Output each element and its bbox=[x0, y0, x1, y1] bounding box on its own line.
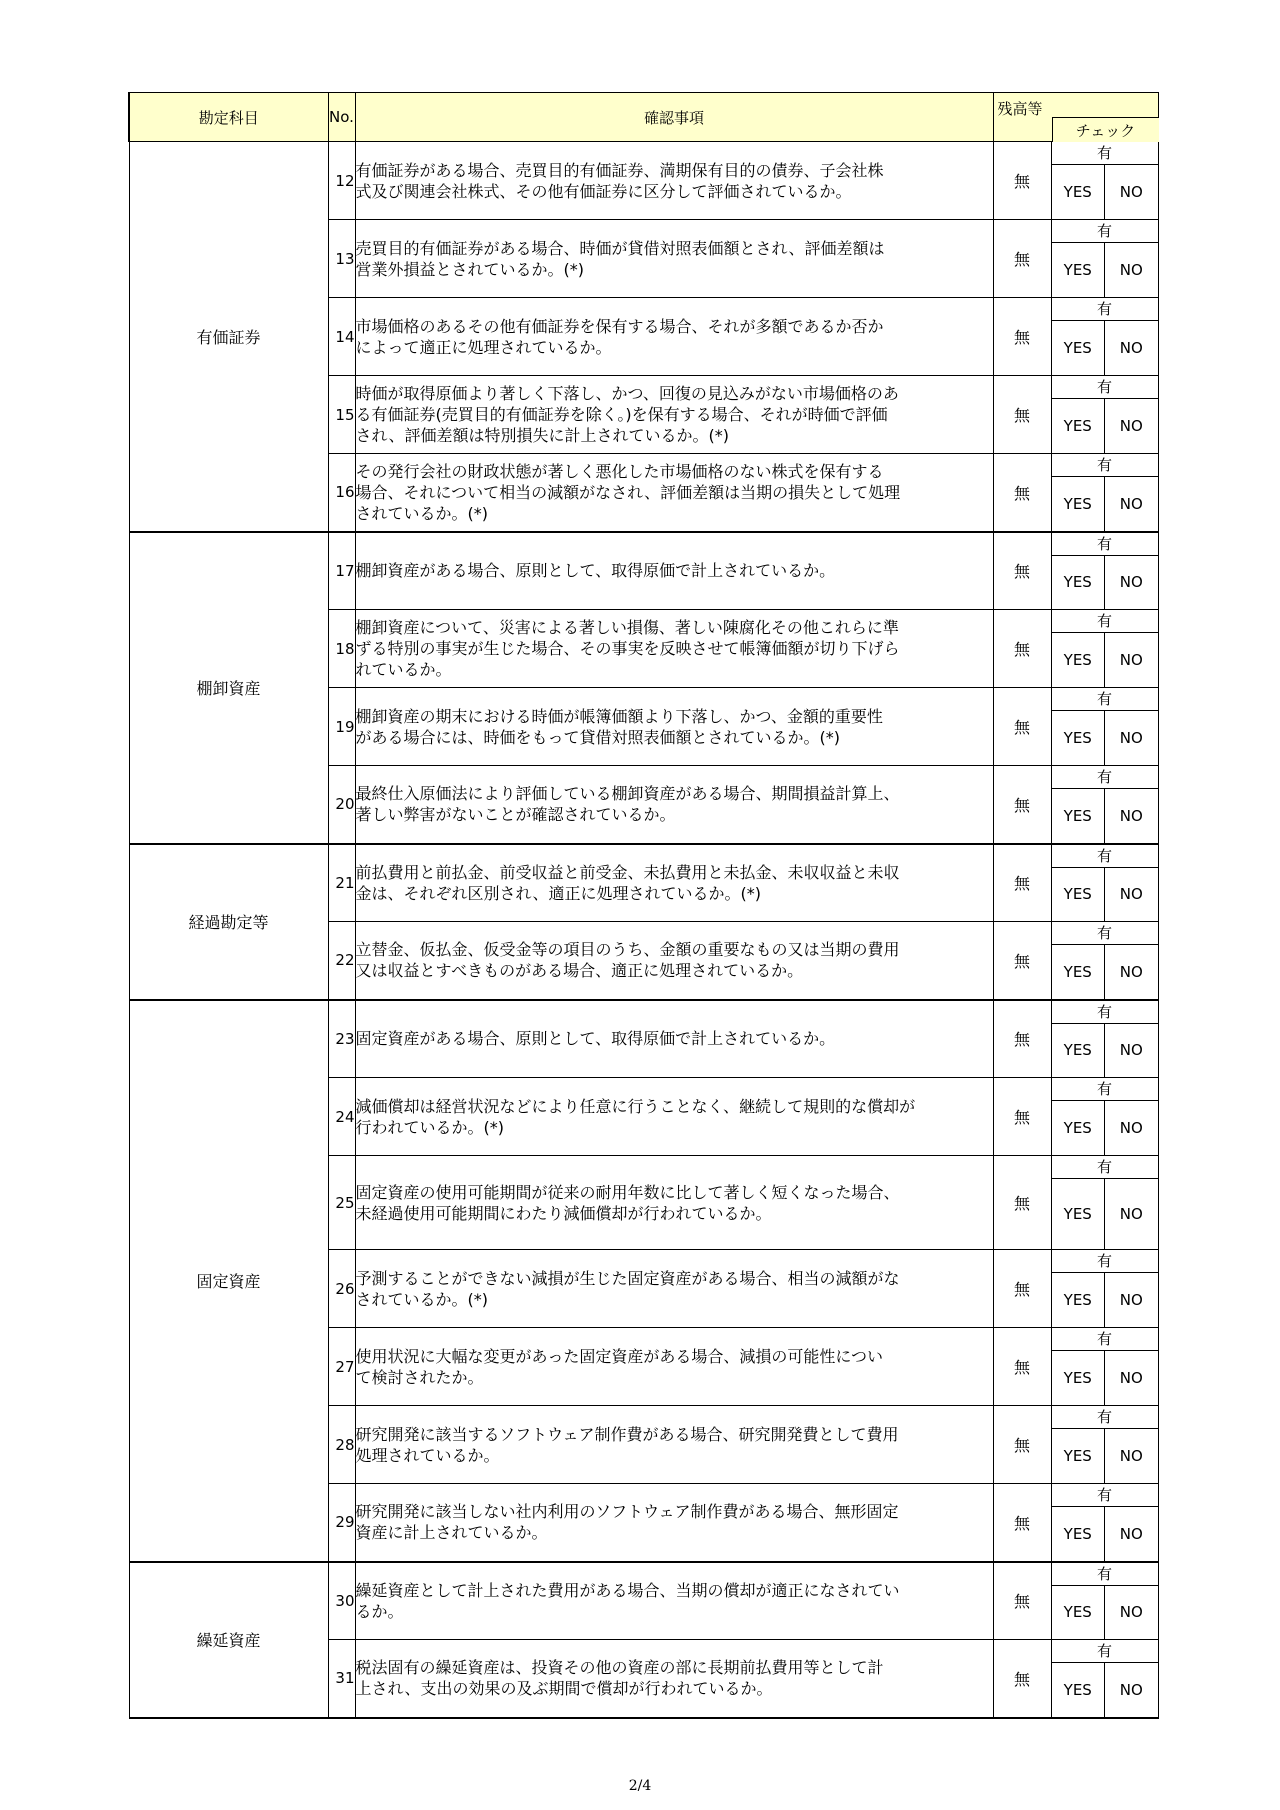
question-text bbox=[355, 766, 993, 844]
yes-no-row bbox=[1052, 1429, 1158, 1483]
yes-no-row bbox=[1052, 868, 1158, 922]
yes-no-row bbox=[1052, 1586, 1158, 1640]
question-line: 前払費用と前払金、前受収益と前受金、未払費用と未払金、未収収益と未収 bbox=[355, 862, 900, 882]
item-number: 12 bbox=[328, 142, 355, 220]
item-number: 31 bbox=[328, 1640, 355, 1718]
has-option[interactable]: 有 bbox=[1052, 1406, 1158, 1429]
question-line: て検討されたか。 bbox=[355, 1367, 484, 1387]
item-number: 24 bbox=[328, 1078, 355, 1156]
item-number: 16 bbox=[328, 454, 355, 532]
balance-cell: 無 bbox=[993, 1078, 1051, 1156]
question-text bbox=[355, 922, 993, 1000]
yes-option[interactable]: YES bbox=[1063, 494, 1092, 513]
question-line: 有価証券がある場合、売買目的有価証券、満期保有目的の債券、子会社株 bbox=[355, 160, 884, 180]
yes-option[interactable]: YES bbox=[1063, 573, 1092, 592]
question-line: 市場価格のあるその他有価証券を保有する場合、それが多額であるか否か bbox=[355, 316, 884, 336]
check-options bbox=[1052, 1001, 1158, 1078]
check-cell bbox=[1051, 376, 1158, 454]
item-number: 28 bbox=[328, 1406, 355, 1484]
no-option[interactable]: NO bbox=[1104, 1179, 1158, 1249]
check-options bbox=[1052, 845, 1158, 922]
balance-cell: 無 bbox=[993, 844, 1051, 922]
has-option[interactable]: 有 bbox=[1052, 1078, 1158, 1101]
has-option[interactable]: 有 bbox=[1052, 142, 1158, 165]
check-options bbox=[1052, 454, 1158, 531]
question-line: 繰延資産として計上された費用がある場合、当期の償却が適正になされてい bbox=[355, 1580, 900, 1600]
yes-option[interactable]: YES bbox=[1063, 1205, 1092, 1223]
item-number: 17 bbox=[328, 532, 355, 610]
question-line: されているか。(*) bbox=[355, 503, 488, 523]
question-text bbox=[355, 298, 993, 376]
yes-option[interactable]: YES bbox=[1063, 806, 1092, 825]
check-options bbox=[1052, 1640, 1158, 1717]
check-cell bbox=[1051, 1156, 1158, 1250]
has-option[interactable]: 有 bbox=[1052, 1156, 1158, 1179]
check-cell bbox=[1051, 1078, 1158, 1156]
check-options bbox=[1052, 376, 1158, 453]
balance-cell: 無 bbox=[993, 1406, 1051, 1484]
yes-option[interactable]: YES bbox=[1063, 183, 1092, 201]
question-line: 固定資産がある場合、原則として、取得原価で計上されているか。 bbox=[355, 1029, 836, 1049]
question-line: 処理されているか。 bbox=[355, 1445, 500, 1465]
item-number: 29 bbox=[328, 1484, 355, 1562]
checklist-table bbox=[128, 92, 1159, 1719]
question-line: されているか。(*) bbox=[355, 1289, 488, 1309]
item-number: 13 bbox=[328, 220, 355, 298]
yes-no-row bbox=[1052, 1024, 1158, 1078]
question-line: 最終仕入原価法により評価している棚卸資産がある場合、期間損益計算上、 bbox=[355, 784, 900, 804]
check-cell bbox=[1051, 766, 1158, 844]
category-cell: 繰延資産 bbox=[129, 1562, 328, 1718]
question-line: 使用状況に大幅な変更があった固定資産がある場合、減損の可能性につい bbox=[355, 1346, 884, 1366]
balance-cell: 無 bbox=[993, 1000, 1051, 1078]
header-balance-check bbox=[993, 93, 1158, 142]
no-option[interactable]: NO bbox=[1104, 477, 1158, 531]
balance-cell: 無 bbox=[993, 298, 1051, 376]
check-cell bbox=[1051, 1562, 1158, 1640]
no-option[interactable]: NO bbox=[1104, 1024, 1158, 1078]
yes-option[interactable]: YES bbox=[1063, 417, 1092, 435]
question-line: 研究開発に該当しない社内利用のソフトウェア制作費がある場合、無形固定 bbox=[355, 1502, 899, 1522]
check-options bbox=[1052, 1406, 1158, 1483]
has-option[interactable]: 有 bbox=[1052, 1001, 1158, 1024]
balance-cell: 無 bbox=[993, 376, 1051, 454]
has-option[interactable]: 有 bbox=[1052, 922, 1158, 945]
check-cell bbox=[1051, 532, 1158, 610]
category-cell: 固定資産 bbox=[129, 1000, 328, 1562]
question-line: 営業外損益とされているか。(*) bbox=[355, 259, 584, 279]
header-check: チェック bbox=[1052, 117, 1159, 142]
category-cell: 経過勘定等 bbox=[129, 844, 328, 1000]
question-line: がある場合には、時価をもって貸借対照表価額とされているか。(*) bbox=[355, 727, 840, 747]
yes-option[interactable]: YES bbox=[1063, 1680, 1092, 1699]
yes-option[interactable]: YES bbox=[1063, 339, 1092, 357]
check-cell bbox=[1051, 142, 1158, 220]
no-option[interactable]: NO bbox=[1104, 321, 1158, 375]
yes-no-row bbox=[1052, 1179, 1158, 1249]
no-option[interactable]: NO bbox=[1104, 789, 1158, 843]
check-options bbox=[1052, 533, 1158, 610]
table-row bbox=[129, 844, 1158, 922]
no-option[interactable]: NO bbox=[1104, 1273, 1158, 1327]
yes-no-row bbox=[1052, 321, 1158, 375]
header-item: 確認事項 bbox=[355, 93, 993, 142]
check-cell bbox=[1051, 1406, 1158, 1484]
check-cell bbox=[1051, 1250, 1158, 1328]
balance-cell: 無 bbox=[993, 766, 1051, 844]
balance-cell: 無 bbox=[993, 142, 1051, 220]
yes-no-row bbox=[1052, 711, 1158, 765]
question-text bbox=[355, 220, 993, 298]
question-text bbox=[355, 532, 993, 610]
check-cell bbox=[1051, 1484, 1158, 1562]
item-number: 15 bbox=[328, 376, 355, 454]
yes-option[interactable]: YES bbox=[1063, 1291, 1092, 1309]
item-number: 27 bbox=[328, 1328, 355, 1406]
item-number: 14 bbox=[328, 298, 355, 376]
question-line: 時価が取得原価より著しく下落し、かつ、回復の見込みがない市場価格のあ bbox=[355, 384, 899, 403]
has-option[interactable]: 有 bbox=[1052, 533, 1158, 556]
has-option[interactable]: 有 bbox=[1052, 1563, 1158, 1586]
yes-no-row bbox=[1052, 1101, 1158, 1155]
check-cell bbox=[1051, 454, 1158, 532]
item-number: 25 bbox=[328, 1156, 355, 1250]
balance-cell: 無 bbox=[993, 610, 1051, 688]
check-options bbox=[1052, 1250, 1158, 1327]
item-number: 30 bbox=[328, 1562, 355, 1640]
question-text bbox=[355, 142, 993, 220]
question-text bbox=[355, 454, 993, 532]
balance-cell: 無 bbox=[993, 1640, 1051, 1718]
balance-cell: 無 bbox=[993, 1156, 1051, 1250]
question-line: 減価償却は経営状況などにより任意に行うことなく、継続して規則的な償却が bbox=[355, 1096, 916, 1116]
balance-cell: 無 bbox=[993, 688, 1051, 766]
table-row bbox=[129, 142, 1158, 220]
has-option[interactable]: 有 bbox=[1052, 610, 1158, 633]
check-cell bbox=[1051, 220, 1158, 298]
question-text bbox=[355, 688, 993, 766]
item-number: 18 bbox=[328, 610, 355, 688]
no-option[interactable]: NO bbox=[1104, 711, 1158, 765]
category-cell: 棚卸資産 bbox=[129, 532, 328, 844]
check-cell bbox=[1051, 1640, 1158, 1718]
question-text bbox=[355, 1000, 993, 1078]
check-options bbox=[1052, 298, 1158, 375]
yes-option[interactable]: YES bbox=[1063, 962, 1092, 981]
no-option[interactable]: NO bbox=[1104, 1507, 1158, 1561]
yes-option[interactable]: YES bbox=[1063, 1524, 1092, 1543]
question-line: 未経過使用可能期間にわたり減価償却が行われているか。 bbox=[355, 1203, 772, 1223]
yes-option[interactable]: YES bbox=[1063, 1119, 1092, 1137]
yes-no-row bbox=[1052, 1507, 1158, 1561]
question-line: るか。 bbox=[355, 1601, 404, 1621]
item-number: 21 bbox=[328, 844, 355, 922]
has-option[interactable]: 有 bbox=[1052, 220, 1158, 243]
yes-option[interactable]: YES bbox=[1063, 729, 1092, 747]
check-options bbox=[1052, 922, 1158, 999]
balance-cell: 無 bbox=[993, 1562, 1051, 1640]
check-options bbox=[1052, 142, 1158, 219]
yes-option[interactable]: YES bbox=[1063, 1603, 1092, 1622]
has-option[interactable]: 有 bbox=[1052, 376, 1158, 399]
item-number: 23 bbox=[328, 1000, 355, 1078]
has-option[interactable]: 有 bbox=[1052, 766, 1158, 789]
yes-option[interactable]: YES bbox=[1063, 651, 1092, 669]
question-line: 棚卸資産がある場合、原則として、取得原価で計上されているか。 bbox=[355, 561, 836, 581]
question-text bbox=[355, 1156, 993, 1250]
no-option[interactable]: NO bbox=[1104, 1101, 1158, 1155]
item-number: 22 bbox=[328, 922, 355, 1000]
question-line: 予測することができない減損が生じた固定資産がある場合、相当の減額がな bbox=[355, 1268, 900, 1288]
has-option[interactable]: 有 bbox=[1052, 1484, 1158, 1507]
question-line: 売買目的有価証券がある場合、時価が貸借対照表価額とされ、評価差額は bbox=[355, 238, 885, 258]
question-line: 又は収益とすべきものがある場合、適正に処理されているか。 bbox=[355, 961, 804, 981]
no-option[interactable]: NO bbox=[1104, 165, 1158, 219]
yes-option[interactable]: YES bbox=[1063, 1041, 1092, 1060]
question-line: る有価証券(売買目的有価証券を除く。)を保有する場合、それが時価で評価 bbox=[355, 405, 888, 424]
item-number: 19 bbox=[328, 688, 355, 766]
question-text bbox=[355, 610, 993, 688]
question-text bbox=[355, 1328, 993, 1406]
check-cell bbox=[1051, 922, 1158, 1000]
no-option[interactable]: NO bbox=[1104, 1351, 1158, 1405]
balance-cell: 無 bbox=[993, 1484, 1051, 1562]
question-text bbox=[355, 1250, 993, 1328]
question-line: 上され、支出の効果の及ぶ期間で償却が行われているか。 bbox=[355, 1679, 773, 1699]
has-option[interactable]: 有 bbox=[1052, 454, 1158, 477]
balance-cell: 無 bbox=[993, 1250, 1051, 1328]
check-options bbox=[1052, 1563, 1158, 1640]
question-text bbox=[355, 844, 993, 922]
check-options bbox=[1052, 610, 1158, 687]
question-line: 棚卸資産について、災害による著しい損傷、著しい陳腐化その他これらに準 bbox=[355, 618, 899, 637]
yes-option[interactable]: YES bbox=[1063, 885, 1092, 904]
item-number: 20 bbox=[328, 766, 355, 844]
item-number: 26 bbox=[328, 1250, 355, 1328]
no-option[interactable]: NO bbox=[1104, 556, 1158, 610]
check-cell bbox=[1051, 610, 1158, 688]
question-line: 式及び関連会社株式、その他有価証券に区分して評価されているか。 bbox=[355, 181, 852, 201]
no-option[interactable]: NO bbox=[1104, 633, 1158, 687]
question-line: 研究開発に該当するソフトウェア制作費がある場合、研究開発費として費用 bbox=[355, 1424, 899, 1444]
balance-cell: 無 bbox=[993, 1328, 1051, 1406]
yes-no-row bbox=[1052, 556, 1158, 610]
check-cell bbox=[1051, 1000, 1158, 1078]
question-text bbox=[355, 1406, 993, 1484]
table-row bbox=[129, 1000, 1158, 1078]
question-text bbox=[355, 1484, 993, 1562]
question-text bbox=[355, 1078, 993, 1156]
has-option[interactable]: 有 bbox=[1052, 1640, 1158, 1663]
yes-no-row bbox=[1052, 477, 1158, 531]
question-text bbox=[355, 376, 993, 454]
no-option[interactable]: NO bbox=[1104, 945, 1158, 999]
balance-cell: 無 bbox=[993, 532, 1051, 610]
question-line: 税法固有の繰延資産は、投資その他の資産の部に長期前払費用等として計 bbox=[355, 1658, 884, 1678]
question-line: され、評価差額は特別損失に計上されているか。(*) bbox=[355, 426, 729, 445]
question-line: 場合、それについて相当の減額がなされ、評価差額は当期の損失として処理 bbox=[355, 482, 901, 502]
yes-no-row bbox=[1052, 633, 1158, 687]
no-option[interactable]: NO bbox=[1104, 243, 1158, 297]
table-row bbox=[129, 532, 1158, 610]
no-option[interactable]: NO bbox=[1104, 1663, 1158, 1717]
question-line: 固定資産の使用可能期間が従来の耐用年数に比して著しく短くなった場合、 bbox=[355, 1182, 900, 1202]
question-line: その発行会社の財政状態が著しく悪化した市場価格のない株式を保有する bbox=[355, 461, 884, 481]
header-balance: 残高等 bbox=[997, 100, 1043, 118]
question-line: によって適正に処理されているか。 bbox=[355, 337, 612, 357]
no-option[interactable]: NO bbox=[1104, 868, 1158, 922]
yes-option[interactable]: YES bbox=[1063, 1447, 1092, 1465]
check-options bbox=[1052, 766, 1158, 843]
yes-no-row bbox=[1052, 399, 1158, 453]
table-row bbox=[129, 1562, 1158, 1640]
yes-no-row bbox=[1052, 1351, 1158, 1405]
check-options bbox=[1052, 1156, 1158, 1249]
no-option[interactable]: NO bbox=[1104, 1429, 1158, 1483]
yes-option[interactable]: YES bbox=[1063, 261, 1092, 279]
check-options bbox=[1052, 1484, 1158, 1561]
check-cell bbox=[1051, 298, 1158, 376]
has-option[interactable]: 有 bbox=[1052, 688, 1158, 711]
question-line: 資産に計上されているか。 bbox=[355, 1523, 548, 1543]
check-cell bbox=[1051, 1328, 1158, 1406]
check-options bbox=[1052, 1078, 1158, 1155]
question-line: 著しい弊害がないことが確認されているか。 bbox=[355, 805, 676, 825]
yes-no-row bbox=[1052, 1273, 1158, 1327]
has-option[interactable]: 有 bbox=[1052, 845, 1158, 868]
check-options bbox=[1052, 688, 1158, 765]
has-option[interactable]: 有 bbox=[1052, 1250, 1158, 1273]
checklist-body bbox=[129, 142, 1158, 1718]
check-cell bbox=[1051, 844, 1158, 922]
question-line: 行われているか。(*) bbox=[355, 1117, 504, 1137]
header-row bbox=[129, 93, 1158, 142]
question-text bbox=[355, 1640, 993, 1718]
category-cell: 有価証券 bbox=[129, 142, 328, 532]
header-account: 勘定科目 bbox=[129, 93, 328, 142]
balance-cell: 無 bbox=[993, 454, 1051, 532]
page-number: 2/4 bbox=[628, 1778, 652, 1794]
header-no: No. bbox=[328, 93, 355, 142]
check-cell bbox=[1051, 688, 1158, 766]
no-option[interactable]: NO bbox=[1104, 399, 1158, 453]
question-line: 棚卸資産の期末における時価が帳簿価額より下落し、かつ、金額的重要性 bbox=[355, 706, 883, 726]
balance-cell: 無 bbox=[993, 922, 1051, 1000]
check-options bbox=[1052, 220, 1158, 297]
check-options bbox=[1052, 1328, 1158, 1405]
question-text bbox=[355, 1562, 993, 1640]
question-line: ずる特別の事実が生じた場合、その事実を反映させて帳簿価額が切り下げら bbox=[355, 639, 900, 658]
yes-no-row bbox=[1052, 945, 1158, 999]
yes-no-row bbox=[1052, 243, 1158, 297]
question-line: 金は、それぞれ区別され、適正に処理されているか。(*) bbox=[355, 883, 761, 903]
yes-no-row bbox=[1052, 789, 1158, 843]
yes-no-row bbox=[1052, 1663, 1158, 1717]
question-line: 立替金、仮払金、仮受金等の項目のうち、金額の重要なもの又は当期の費用 bbox=[355, 940, 900, 960]
yes-option[interactable]: YES bbox=[1063, 1369, 1092, 1387]
yes-no-row bbox=[1052, 165, 1158, 219]
no-option[interactable]: NO bbox=[1104, 1586, 1158, 1640]
question-line: れているか。 bbox=[355, 660, 452, 679]
has-option[interactable]: 有 bbox=[1052, 298, 1158, 321]
has-option[interactable]: 有 bbox=[1052, 1328, 1158, 1351]
balance-cell: 無 bbox=[993, 220, 1051, 298]
